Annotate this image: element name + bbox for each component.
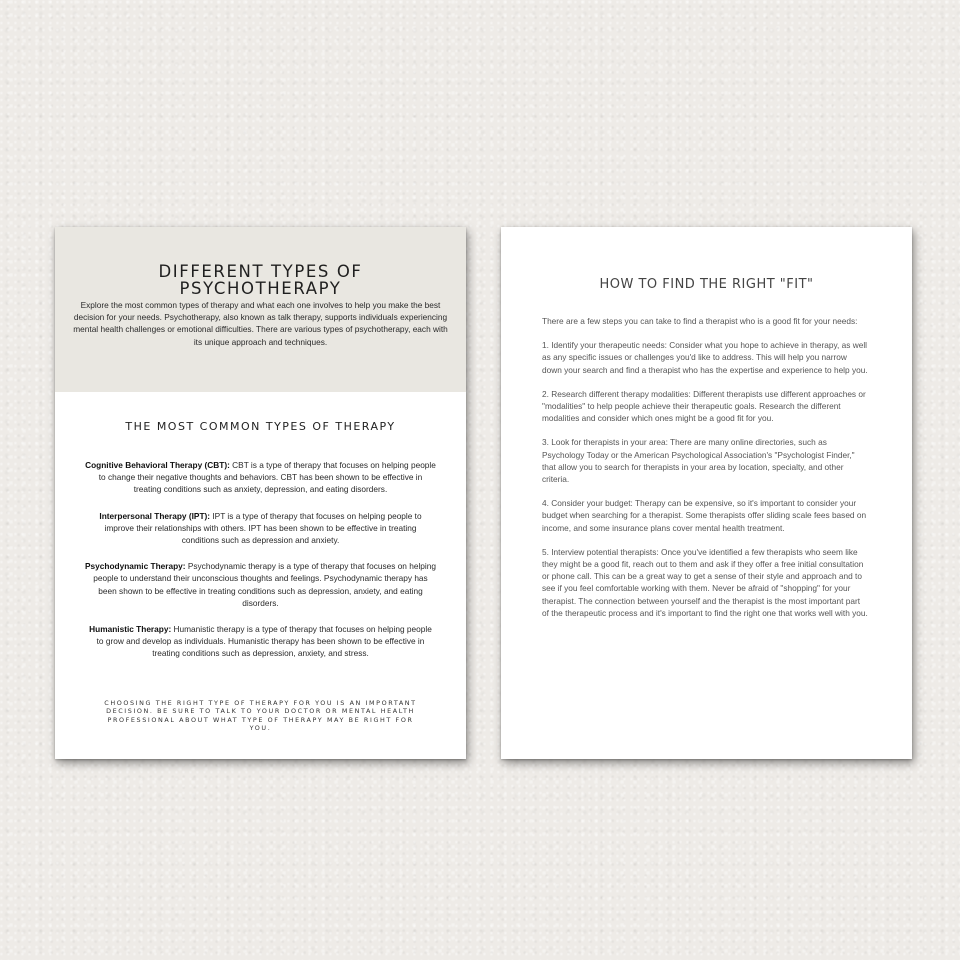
therapy-item-ipt <box>85 510 436 547</box>
therapy-name: Interpersonal Therapy (IPT): <box>99 510 211 521</box>
therapy-description: Psychodynamic therapy is a type of therapy that focuses on helping people to understand their unconscious thoughts and feelings. Psychodynamic therapy has been shown to be effective in treating conditions such as depression, anxiety, and eating disorders. <box>93 561 436 608</box>
step-item: 2. Research different therapy modalities: Different therapists use different approaches or "modalities" to help people achieve their therapeutic goals. Research the different modalities and consider which ones might be a good fit for you. <box>542 388 866 424</box>
step-item: 3. Look for therapists in your area: There are many online directories, such as Psychology Today or the American Psychological Association's "Psychologist Finder," that allow you to search for therapists in your area by location, specialty, and other criteria. <box>542 437 855 485</box>
therapy-name: Humanistic Therapy: <box>89 624 172 635</box>
step-item: 4. Consider your budget: Therapy can be expensive, so it's important to consider your budget when searching for a therapist. Some therapists offer sliding scale fees based on income, and some insurance plans cover mental health treatment. <box>542 498 867 533</box>
left-page-header-band <box>55 227 466 392</box>
left-page-intro: Explore the most common types of therapy and what each one involves to help you make the best decision for your needs. Psychotherapy, also known as talk therapy, supports individuals experiencing mental health challenges or emotional difficulties. There are various types of psychotherapy, each with its unique approach and techniques. <box>73 300 448 347</box>
step-item: 1. Identify your therapeutic needs: Consider what you hope to achieve in therapy, as well as any specific issues or challenges you'd like to address. This will help you narrow down your search and find a therapist who has the expertise and experience to help you. <box>542 340 868 375</box>
right-document-page <box>501 227 912 759</box>
step-item: 5. Interview potential therapists: Once you've identified a few therapists who seem like they might be a good fit, reach out to them and ask if they offer a free initial consultation or phone call. This can be a great way to get a sense of their style and approach and to see if you feel comfortable working with them. Never be afraid of "shopping" for your therapist. The connection between yourself and the therapist is the most important part of the therapeutic process and it's important to find the right one that works well with you. <box>542 546 868 618</box>
therapy-list <box>55 459 466 660</box>
right-page-intro: There are a few steps you can take to find a therapist who is a good fit for your needs: <box>542 316 858 326</box>
left-page-title: DIFFERENT TYPES OF PSYCHOTHERAPY <box>158 262 363 298</box>
left-page-footer-note: CHOOSING THE RIGHT TYPE OF THERAPY FOR YOU IS AN IMPORTANT DECISION. BE SURE TO TALK TO YOUR DOCTOR OR MENTAL HEALTH PROFESSIONAL ABOUT WHAT TYPE OF THERAPY MAY BE RIGHT FOR YOU. <box>104 699 417 733</box>
therapy-item-cbt <box>85 459 436 496</box>
therapy-description: CBT is a type of therapy that focuses on helping people to change their negative thoughts and behaviors. CBT has been shown to be effective in treating conditions such as anxiety, depression, and eating disorders. <box>98 460 436 495</box>
left-document-page <box>55 227 466 759</box>
therapy-description: Humanistic therapy is a type of therapy that focuses on helping people to grow and develop as individuals. Humanistic therapy has been shown to be effective in treating conditions such as depression, anxiety, and stress. <box>96 624 432 659</box>
therapy-item-psychodynamic <box>85 560 436 609</box>
therapy-item-humanistic <box>85 623 436 660</box>
therapy-types-heading: THE MOST COMMON TYPES OF THERAPY <box>125 420 396 433</box>
therapy-name: Cognitive Behavioral Therapy (CBT): <box>85 460 230 470</box>
right-page-content <box>542 315 868 619</box>
right-page-title: HOW TO FIND THE RIGHT "FIT" <box>599 277 814 292</box>
therapy-name: Psychodynamic Therapy: <box>85 561 186 572</box>
therapy-description: IPT is a type of therapy that focuses on helping people to improve their relationships with others. IPT has been shown to be effective in treating conditions such as depression and anxiety. <box>104 510 422 546</box>
